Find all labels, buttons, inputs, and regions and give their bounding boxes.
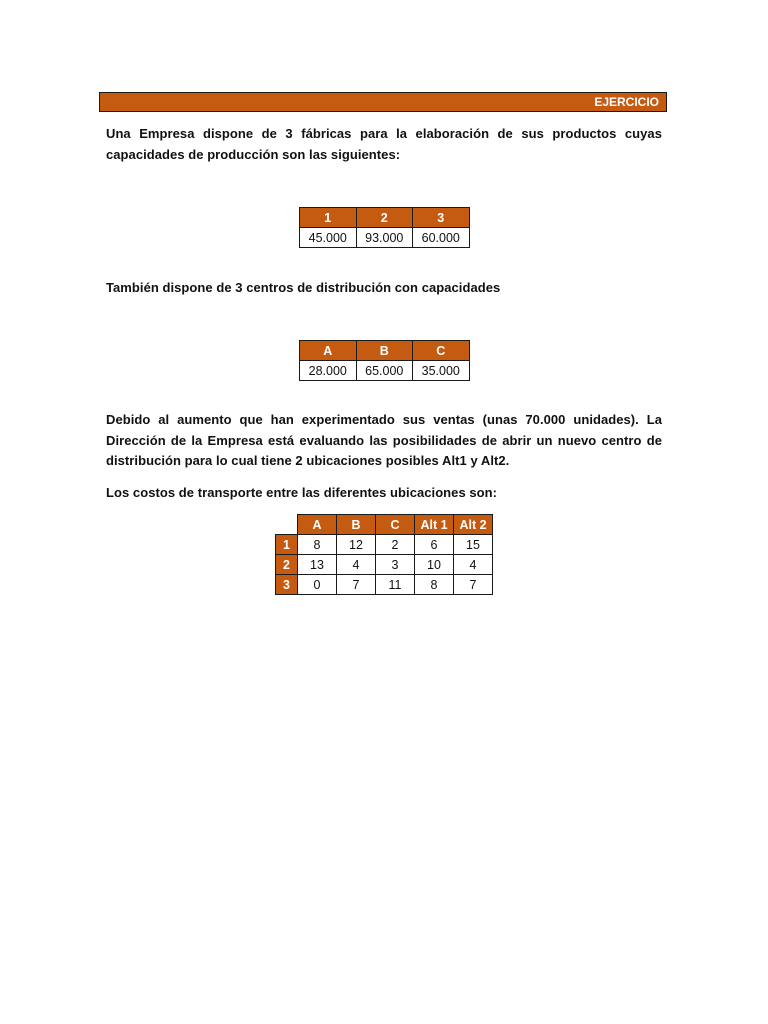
centers-capacity-table — [299, 340, 470, 381]
table-header-cell: A — [300, 341, 357, 361]
table-header-cell: 3 — [413, 208, 470, 228]
table-cell: 10 — [415, 555, 454, 575]
table-header-row — [300, 208, 470, 228]
table-cell: 2 — [376, 535, 415, 555]
centers-paragraph: También dispone de 3 centros de distribución con capacidades — [106, 280, 501, 295]
table-header-row — [276, 515, 493, 535]
costs-paragraph: Los costos de transporte entre las diferentes ubicaciones son: — [106, 485, 498, 500]
table-header-cell: 1 — [300, 208, 357, 228]
table-header-cell: Alt 1 — [415, 515, 454, 535]
table-cell: 45.000 — [300, 228, 357, 248]
row-header-cell: 3 — [276, 575, 298, 595]
section-title: EJERCICIO — [594, 95, 659, 109]
table-cell: 6 — [415, 535, 454, 555]
intro-paragraph: Una Empresa dispone de 3 fábricas para la elaboración de sus productos cuyas capacidades de producción son las siguientes: — [106, 126, 662, 162]
table-cell: 13 — [298, 555, 337, 575]
table-cell: 12 — [337, 535, 376, 555]
table-row — [276, 535, 493, 555]
table-header-cell: C — [376, 515, 415, 535]
table-header-cell: A — [298, 515, 337, 535]
table-row — [300, 361, 470, 381]
table-header-cell: Alt 2 — [454, 515, 493, 535]
table-cell: 60.000 — [413, 228, 470, 248]
table-cell: 8 — [298, 535, 337, 555]
table-cell: 3 — [376, 555, 415, 575]
table-cell: 11 — [376, 575, 415, 595]
row-header-cell: 1 — [276, 535, 298, 555]
table-cell: 4 — [337, 555, 376, 575]
table-row — [276, 575, 493, 595]
table-header-cell: B — [356, 341, 413, 361]
table-header-cell: B — [337, 515, 376, 535]
table-header-cell: C — [413, 341, 470, 361]
table-cell: 8 — [415, 575, 454, 595]
table-row — [276, 555, 493, 575]
section-header-bar — [99, 92, 667, 112]
table-cell: 0 — [298, 575, 337, 595]
table-cell: 93.000 — [356, 228, 413, 248]
table-cell: 28.000 — [300, 361, 357, 381]
table-cell: 4 — [454, 555, 493, 575]
table-header-row — [300, 341, 470, 361]
table-cell: 15 — [454, 535, 493, 555]
row-header-cell: 2 — [276, 555, 298, 575]
table-corner-cell — [276, 515, 298, 535]
transport-costs-table — [275, 514, 493, 595]
table-cell: 7 — [454, 575, 493, 595]
table-header-cell: 2 — [356, 208, 413, 228]
table-cell: 7 — [337, 575, 376, 595]
table-cell: 35.000 — [413, 361, 470, 381]
expansion-paragraph: Debido al aumento que han experimentado sus ventas (unas 70.000 unidades). La Dirección de la Empresa está evaluando las posibilidades de abrir un nuevo centro de distribución para lo cual tiene 2 ubicaciones posibles Alt1 y Alt2. — [106, 412, 662, 468]
factories-capacity-table — [299, 207, 470, 248]
table-cell: 65.000 — [356, 361, 413, 381]
table-row — [300, 228, 470, 248]
